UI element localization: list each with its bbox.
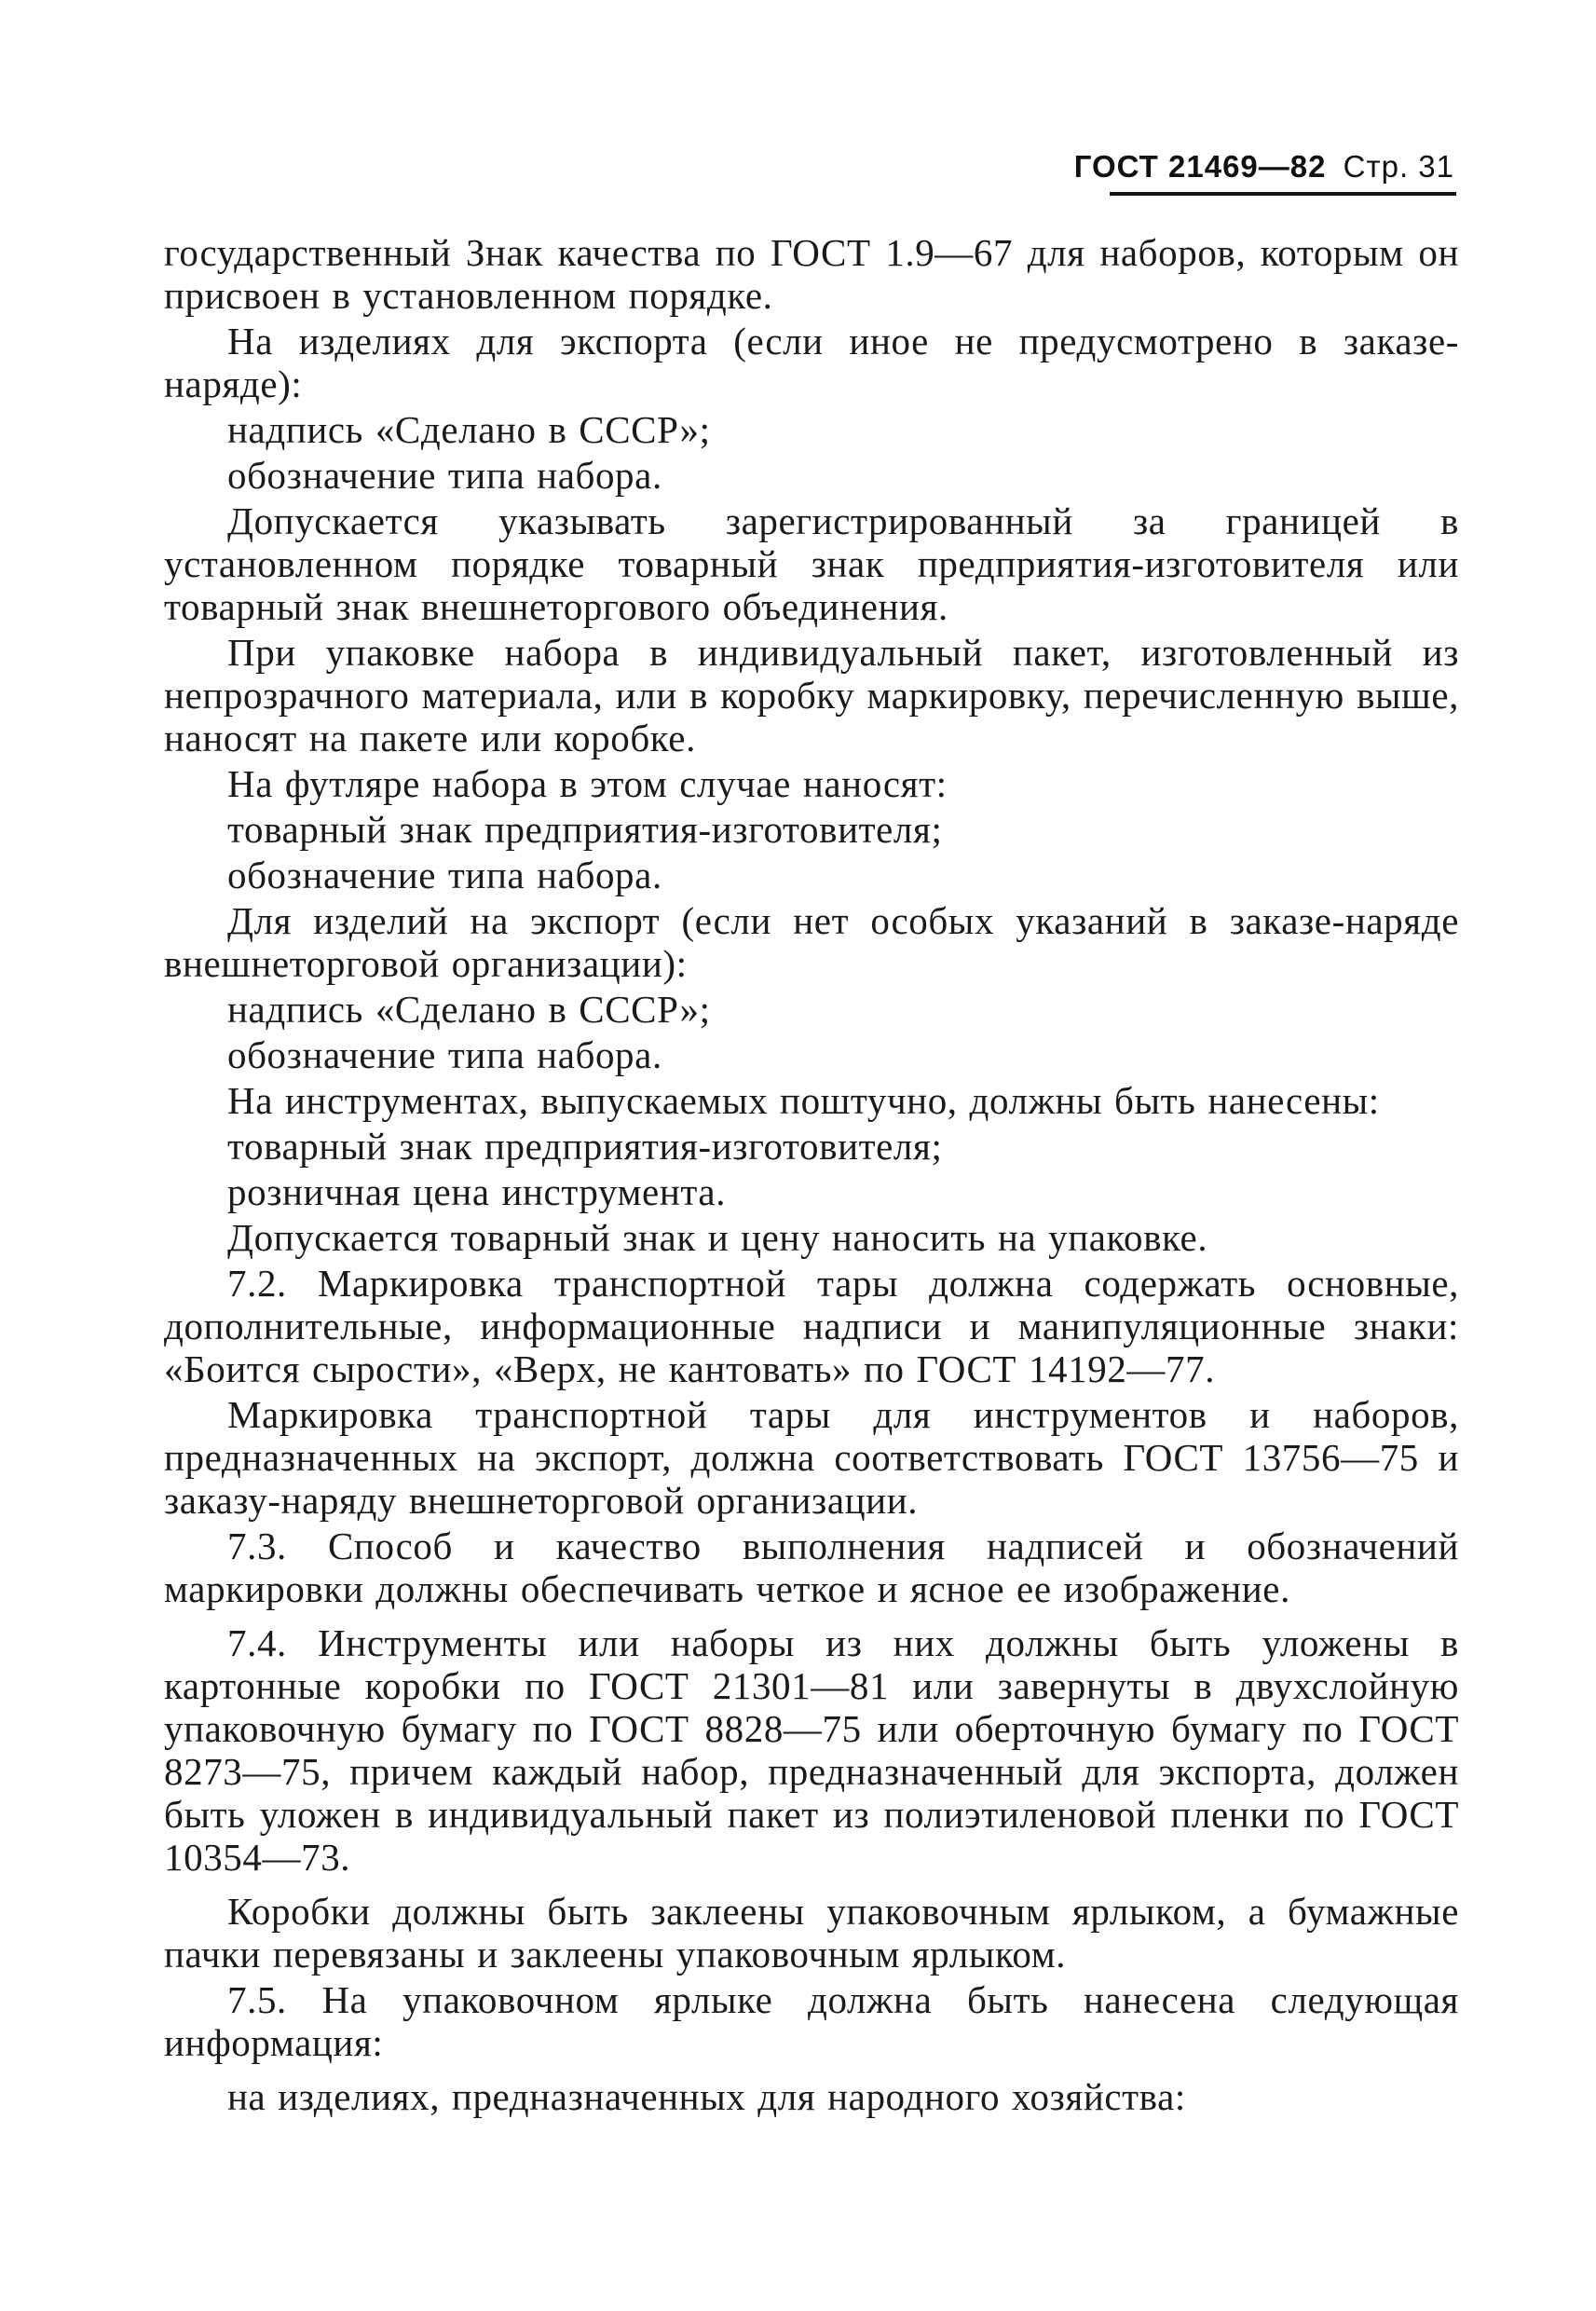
standard-number: ГОСТ 21469—82	[1073, 149, 1327, 184]
paragraph: товарный знак предприятия-изготовителя;	[227, 808, 943, 851]
paragraph: 7.2. Маркировка транспортной тары должна содержать основные, дополнительные, информационные надписи и манипуляционные знаки: «Боится сырости», «Верх, не кантовать» по ГОСТ 14192—77.	[164, 1262, 1459, 1390]
header-rule	[1110, 192, 1456, 196]
paragraph: государственный Знак качества по ГОСТ 1.9—67 для наборов, которым он присвоен в установленном порядке.	[164, 231, 1459, 317]
paragraph: розничная цена инструмента.	[227, 1170, 727, 1213]
paragraph: При упаковке набора в индивидуальный пакет, изготовленный из непрозрачного материала, или в коробку маркировку, перечисленную выше, наносят на пакете или коробке.	[164, 631, 1459, 759]
paragraph: Допускается указывать зарегистрированный за границей в установленном порядке товарный знак предприятия-изготовителя или товарный знак внешнеторгового объединения.	[164, 499, 1459, 628]
paragraph: 7.3. Способ и качество выполнения надписей и обозначений маркировки должны обеспечивать четкое и ясное ее изображение.	[164, 1525, 1459, 1610]
paragraph: товарный знак предприятия-изготовителя;	[227, 1125, 943, 1168]
paragraph: Для изделий на экспорт (если нет особых указаний в заказе-наряде внешнеторговой организации):	[164, 899, 1459, 985]
paragraph: Маркировка транспортной тары для инструментов и наборов, предназначенных на экспорт, должна соответствовать ГОСТ 13756—75 и заказу-наряду внешнеторговой организации.	[164, 1393, 1459, 1522]
page-number: Стр. 31	[1343, 149, 1454, 184]
paragraph: обозначение типа набора.	[227, 454, 662, 497]
paragraph: На изделиях для экспорта (если иное не предусмотрено в заказе-наряде):	[164, 320, 1459, 405]
paragraph: 7.5. На упаковочном ярлыке должна быть нанесена следующая информация:	[164, 1978, 1459, 2064]
paragraph: Коробки должны быть заклеены упаковочным ярлыком, а бумажные пачки перевязаны и заклеены упаковочным ярлыком.	[164, 1890, 1459, 1976]
paragraph: на изделиях, предназначенных для народного хозяйства:	[227, 2075, 1186, 2118]
paragraph: надпись «Сделано в СССР»;	[227, 988, 711, 1031]
paragraph: На инструментах, выпускаемых поштучно, должны быть нанесены:	[227, 1079, 1380, 1122]
paragraph: Допускается товарный знак и цену наносить на упаковке.	[227, 1216, 1208, 1259]
paragraph: надпись «Сделано в СССР»;	[227, 408, 711, 451]
document-body	[164, 231, 1459, 2121]
paragraph: 7.4. Инструменты или наборы из них должны быть уложены в картонные коробки по ГОСТ 21301—81 или завернуты в двухслойную упаковочную бумагу по ГОСТ 8828—75 или оберточную бумагу по ГОСТ 8273—75, причем каждый набор, предназначенный для экспорта, должен быть уложен в индивидуальный пакет из полиэтиленовой пленки по ГОСТ 10354—73.	[164, 1621, 1459, 1879]
paragraph: На футляре набора в этом случае наносят:	[227, 762, 948, 805]
page-header	[1074, 149, 1454, 185]
paragraph: обозначение типа набора.	[227, 854, 662, 896]
paragraph: обозначение типа набора.	[227, 1033, 662, 1076]
